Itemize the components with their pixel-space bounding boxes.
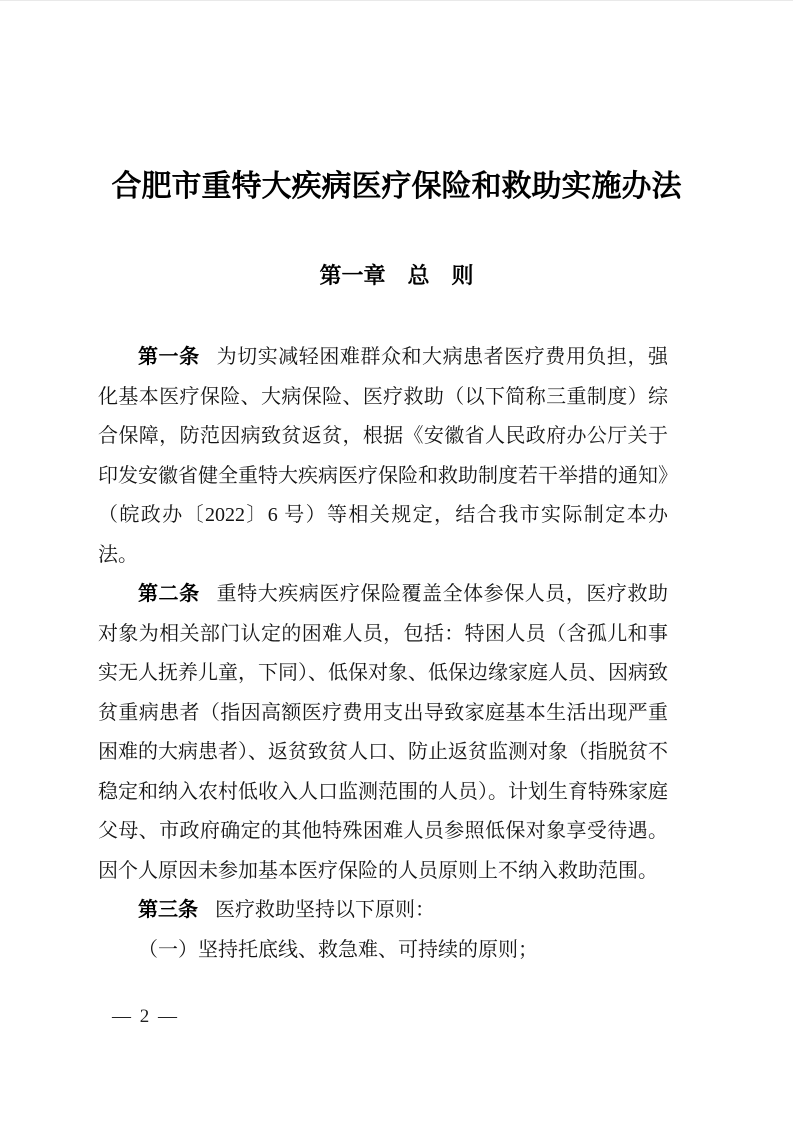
article-text-4: （一）坚持托底线、救急难、可持续的原则； [138,938,538,961]
article-text-2: 重特大疾病医疗保险覆盖全体参保人员，医疗救助对象为相关部门认定的困难人员，包括：特困人员（含孤儿和事实无人抚养儿童，下同）、低保对象、低保边缘家庭人员、因病致贫重病患者（指因高额医疗费用支出导致家庭基本生活出现严重困难的大病患者）、返贫致贫人口、防止返贫监测对象（指脱贫不稳定和纳入农村低收入人口监测范围的人员）。计划生育特殊家庭父母、市政府确定的其他特殊困难人员参照低保对象享受待遇。因个人原因未参加基本医疗保险的人员原则上不纳入救助范围。 [98,583,668,882]
article-paragraph-1 [98,338,668,575]
chapter-heading: 第一章 总 则 [319,263,474,288]
page-number: — 2 — [112,1006,179,1027]
article-text-3: 医疗救助坚持以下原则： [215,899,435,921]
document-body [98,338,668,970]
article-label-2: 第二条 [138,583,200,605]
article-label-3: 第三条 [138,899,198,921]
document-title: 合肥市重特大疾病医疗保险和救助实施办法 [111,170,682,203]
article-label-1: 第一条 [138,346,200,368]
article-paragraph-2 [98,575,668,891]
article-text-1: 为切实减轻困难群众和大病患者医疗费用负担，强化基本医疗保险、大病保险、医疗救助（以下简称三重制度）综合保障，防范因病致贫返贫，根据《安徽省人民政府办公厅关于印发安徽省健全重特大疾病医疗保险和救助制度若干举措的通知》（皖政办〔2022〕6 号）等相关规定，结合我市实际制定本办法。 [98,346,668,566]
article-paragraph-3 [98,891,668,931]
scan-edge [0,0,793,1]
article-paragraph-4 [98,931,668,971]
